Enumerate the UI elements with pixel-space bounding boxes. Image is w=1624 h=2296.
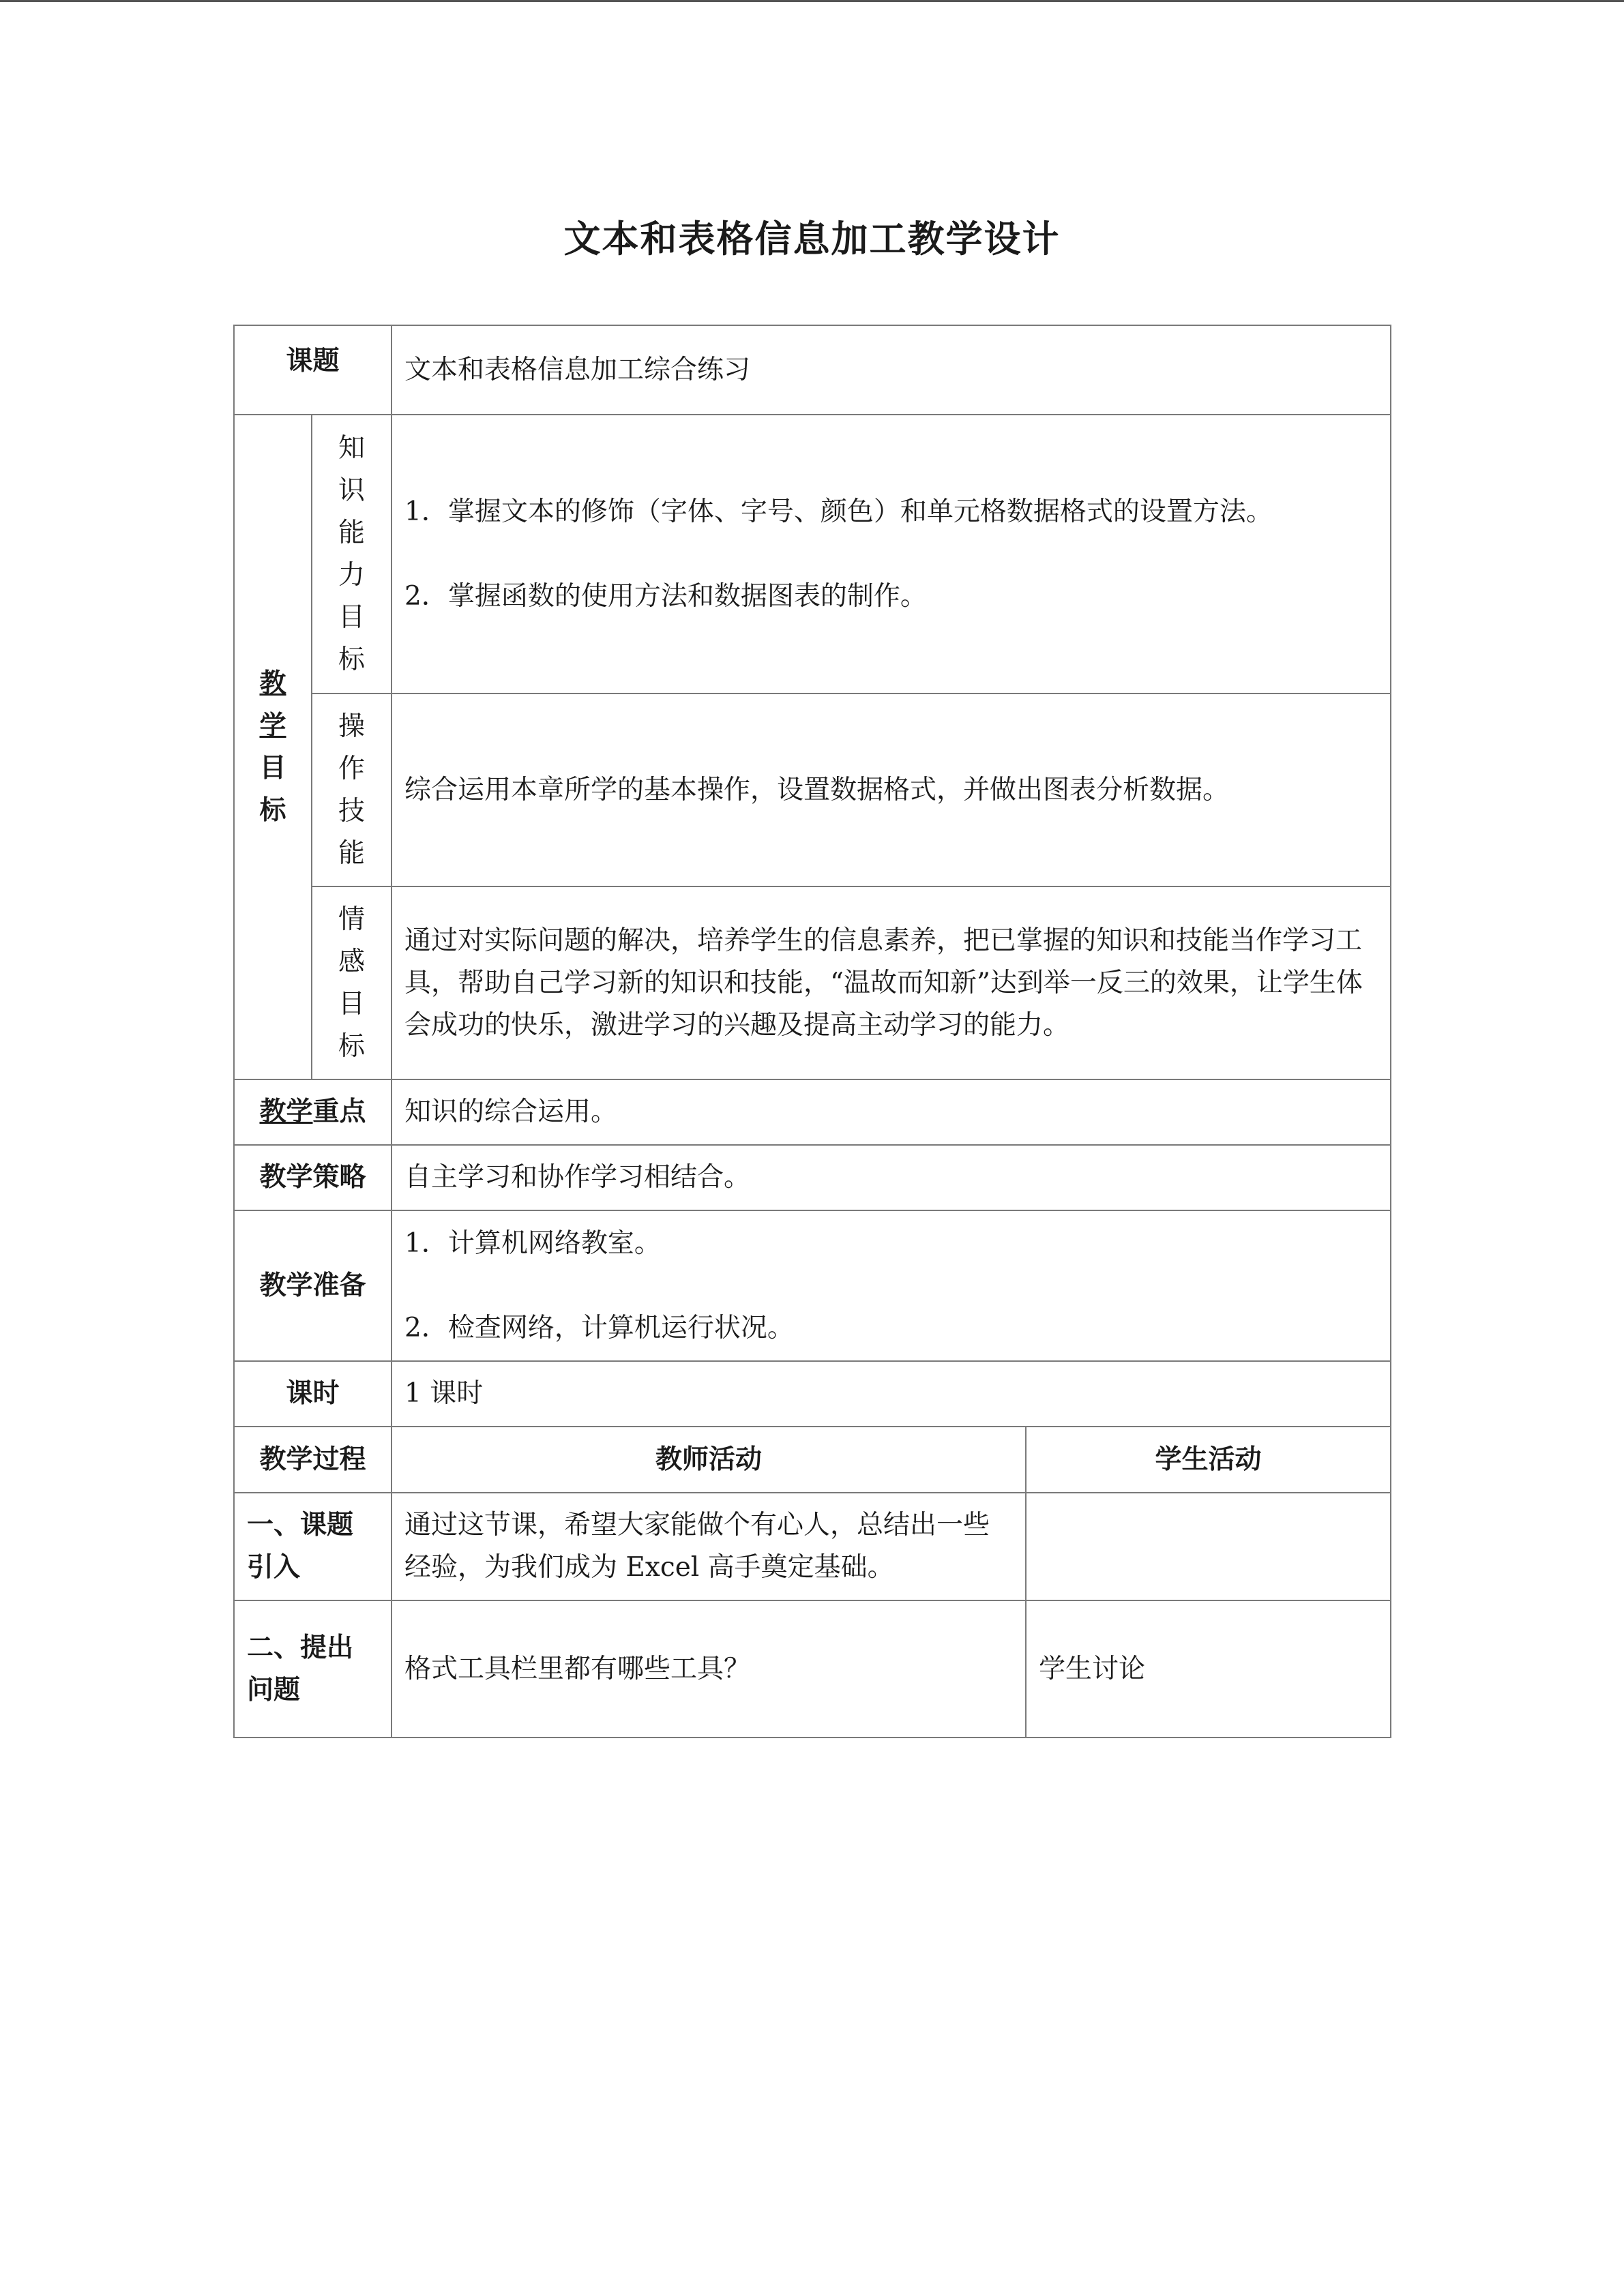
objectives-label xyxy=(234,415,312,1079)
hours-row xyxy=(234,1361,1391,1427)
knowledge-label-char-1: 知 xyxy=(338,432,366,464)
affective-label-char-2: 感 xyxy=(338,946,366,977)
skills-label-char-4: 能 xyxy=(338,837,366,869)
key-point-label xyxy=(234,1079,392,1145)
topic-value: 文本和表格信息加工综合练习 xyxy=(392,325,1391,415)
topic-label: 课题 xyxy=(234,325,392,415)
process-header-row xyxy=(234,1427,1391,1493)
topic-row xyxy=(234,325,1391,415)
key-point-label-rest: 重点 xyxy=(312,1097,366,1127)
skills-objective-row xyxy=(234,694,1391,886)
knowledge-objective-content xyxy=(392,415,1391,694)
preparation-item-1: 1．计算机网络教室。 xyxy=(404,1227,661,1259)
knowledge-objective-label xyxy=(312,415,392,694)
process-step-1-teacher: 通过这节课，希望大家能做个有心人，总结出一些经验，为我们成为 Excel 高手奠定基础。 xyxy=(392,1493,1026,1600)
skills-objective-label xyxy=(312,694,392,886)
knowledge-label-char-2: 识 xyxy=(338,475,366,506)
knowledge-item-2: 2．掌握函数的使用方法和数据图表的制作。 xyxy=(404,580,927,612)
strategy-value: 自主学习和协作学习相结合。 xyxy=(392,1145,1391,1210)
process-step-row xyxy=(234,1493,1391,1600)
teacher-activity-header: 教师活动 xyxy=(392,1427,1026,1493)
affective-label-char-3: 目 xyxy=(338,988,366,1019)
process-step-1-student xyxy=(1026,1493,1391,1600)
key-point-row xyxy=(234,1079,1391,1145)
student-activity-header: 学生活动 xyxy=(1026,1427,1391,1493)
key-point-label-underlined: 教学 xyxy=(259,1097,313,1127)
affective-objective-row xyxy=(234,886,1391,1079)
knowledge-label-char-4: 力 xyxy=(338,559,366,591)
process-step-2-name: 二、提出问题 xyxy=(234,1600,392,1738)
affective-label-char-1: 情 xyxy=(338,904,366,935)
affective-label-char-4: 标 xyxy=(338,1030,366,1062)
key-point-value: 知识的综合运用。 xyxy=(392,1079,1391,1145)
objectives-label-char-3: 目 xyxy=(259,752,286,784)
strategy-row xyxy=(234,1145,1391,1210)
affective-objective-label xyxy=(312,886,392,1079)
document-title: 文本和表格信息加工教学设计 xyxy=(563,218,1061,260)
knowledge-label-char-3: 能 xyxy=(338,517,366,548)
skills-label-char-2: 作 xyxy=(338,753,366,784)
objectives-label-char-1: 教 xyxy=(259,668,286,699)
page-top-border xyxy=(0,0,1624,2)
hours-value: 1 课时 xyxy=(392,1361,1391,1427)
process-step-2-teacher: 格式工具栏里都有哪些工具？ xyxy=(392,1600,1026,1738)
affective-objective-content: 通过对实际问题的解决，培养学生的信息素养，把已掌握的知识和技能当作学习工具，帮助自己学习新的知识和技能，“温故而知新”达到举一反三的效果，让学生体会成功的快乐，激进学习的兴趣及提高主动学习的能力。 xyxy=(392,886,1391,1079)
process-label: 教学过程 xyxy=(234,1427,392,1493)
strategy-label: 教学策略 xyxy=(234,1145,392,1210)
process-step-1-name: 一、课题引入 xyxy=(234,1493,392,1600)
preparation-content xyxy=(392,1210,1391,1361)
hours-label: 课时 xyxy=(234,1361,392,1427)
skills-label-char-1: 操 xyxy=(338,711,366,742)
process-step-row xyxy=(234,1600,1391,1738)
preparation-label: 教学准备 xyxy=(234,1210,392,1361)
process-step-2-student: 学生讨论 xyxy=(1026,1600,1391,1738)
knowledge-item-1: 1．掌握文本的修饰（字体、字号、颜色）和单元格数据格式的设置方法。 xyxy=(404,496,1273,527)
skills-objective-content: 综合运用本章所学的基本操作，设置数据格式，并做出图表分析数据。 xyxy=(392,694,1391,886)
objectives-label-char-2: 学 xyxy=(259,710,286,741)
lesson-plan-table xyxy=(233,325,1391,1738)
skills-label-char-3: 技 xyxy=(338,795,366,826)
preparation-item-2: 2．检查网络，计算机运行状况。 xyxy=(404,1312,794,1343)
knowledge-label-char-6: 标 xyxy=(338,644,366,675)
knowledge-label-char-5: 目 xyxy=(338,601,366,633)
preparation-row xyxy=(234,1210,1391,1361)
knowledge-objective-row xyxy=(234,415,1391,694)
objectives-label-char-4: 标 xyxy=(259,794,286,826)
